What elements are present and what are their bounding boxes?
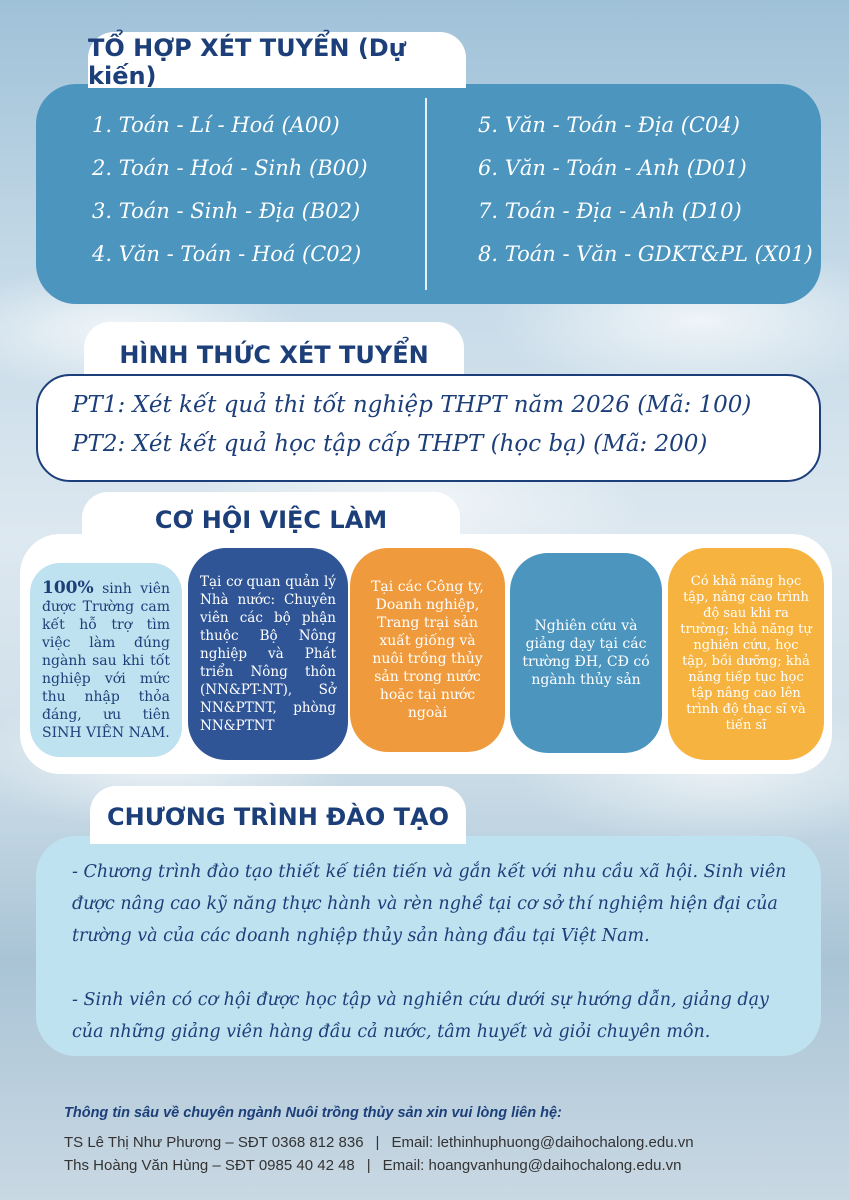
- combos-panel: [36, 84, 821, 304]
- program-heading-tab: [90, 786, 466, 844]
- combos-heading-tab: [88, 32, 466, 88]
- combo-item: 3. Toán - Sinh - Địa (B02): [92, 199, 361, 223]
- program-panel: [36, 836, 821, 1056]
- job-card-text: Có khả năng học tập, nâng cao trình độ sau khi ra trường; khả năng tự nghiên cứu, học tập, bồi dưỡng; khả năng tiếp tục học tập nâng cao lên trình độ thạc sĩ và tiến sĩ: [680, 574, 812, 733]
- combo-item: 7. Toán - Địa - Anh (D10): [478, 199, 742, 223]
- methods-heading: HÌNH THỨC XÉT TUYỂN: [119, 341, 429, 369]
- job-card-companies: [350, 548, 505, 752]
- job-card-text: Nghiên cứu và giảng dạy tại các trường ĐH, CĐ có ngành thủy sản: [522, 618, 650, 688]
- combo-item: 8. Toán - Văn - GDKT&PL (X01): [478, 242, 813, 266]
- combo-item: 1. Toán - Lí - Hoá (A00): [92, 113, 340, 137]
- job-card-research: [510, 553, 662, 753]
- combo-item: 5. Văn - Toán - Địa (C04): [478, 113, 740, 137]
- combo-item: 2. Toán - Hoá - Sinh (B00): [92, 156, 368, 180]
- contact-row: [64, 1154, 824, 1177]
- contact-separator: |: [366, 1157, 371, 1174]
- combos-left-column: [92, 110, 368, 282]
- methods-heading-tab: [84, 322, 464, 380]
- program-paragraph: - Chương trình đào tạo thiết kế tiên tiến và gắn kết với nhu cầu xã hội. Sinh viên được nâng cao kỹ năng thực hành và rèn nghề tại cơ sở thí nghiệm hiện đại của trường và của các doanh nghiệp thủy sản hàng đầu tại Việt Nam.: [72, 862, 787, 946]
- combos-right-column: [478, 110, 813, 282]
- contact-lead: Thông tin sâu về chuyên ngành Nuôi trồng thủy sản xin vui lòng liên hệ:: [64, 1105, 562, 1121]
- method-item: PT1: Xét kết quả thi tốt nghiệp THPT năm 2026 (Mã: 100): [72, 392, 752, 418]
- combos-divider: [425, 98, 427, 290]
- method-item: PT2: Xét kết quả học tập cấp THPT (học bạ) (Mã: 200): [72, 431, 708, 457]
- job-card-percent: 100%: [42, 577, 94, 598]
- job-card-text: sinh viên được Trường cam kết hỗ trợ tìm việc làm đúng ngành sau khi tốt nghiệp với mức thu nhập thỏa đáng, ưu tiên SINH VIÊN NAM.: [42, 580, 170, 741]
- contact-row: [64, 1131, 824, 1154]
- contact-email[interactable]: Email: lethinhuphuong@daihochalong.edu.vn: [391, 1134, 694, 1151]
- job-card-government: [188, 548, 348, 760]
- program-heading: CHƯƠNG TRÌNH ĐÀO TẠO: [107, 803, 449, 831]
- combo-item: 4. Văn - Toán - Hoá (C02): [92, 242, 362, 266]
- contact-person: Ths Hoàng Văn Hùng – SĐT 0985 40 42 48: [64, 1157, 355, 1174]
- combos-heading: TỔ HỢP XÉT TUYỂN (Dự kiến): [88, 34, 406, 90]
- contact-person: TS Lê Thị Như Phương – SĐT 0368 812 836: [64, 1134, 364, 1151]
- program-paragraph: - Sinh viên có cơ hội được học tập và nghiên cứu dưới sự hướng dẫn, giảng dạy của những giảng viên hàng đầu cả nước, tâm huyết và giỏi chuyên môn.: [72, 990, 769, 1042]
- job-card-further-study: [668, 548, 824, 760]
- contact-separator: |: [375, 1134, 380, 1151]
- combo-item: 6. Văn - Toán - Anh (D01): [478, 156, 747, 180]
- methods-panel: [36, 374, 821, 482]
- job-card-text: Tại cơ quan quản lý Nhà nước: Chuyên viên các bộ phận thuộc Bộ Nông nghiệp và Phát triển Nông thôn (NN&PT-NT), Sở NN&PTNT, phòng NN&PTNT: [200, 574, 336, 734]
- contact-footer: [64, 1105, 824, 1177]
- job-card-text: Tại các Công ty, Doanh nghiệp, Trang trại sản xuất giống và nuôi trồng thủy sản trong nước hoặc tại nước ngoài: [371, 579, 484, 721]
- job-card-students: [30, 563, 182, 757]
- jobs-heading: CƠ HỘI VIỆC LÀM: [154, 506, 388, 534]
- contact-email[interactable]: Email: hoangvanhung@daihochalong.edu.vn: [382, 1157, 682, 1174]
